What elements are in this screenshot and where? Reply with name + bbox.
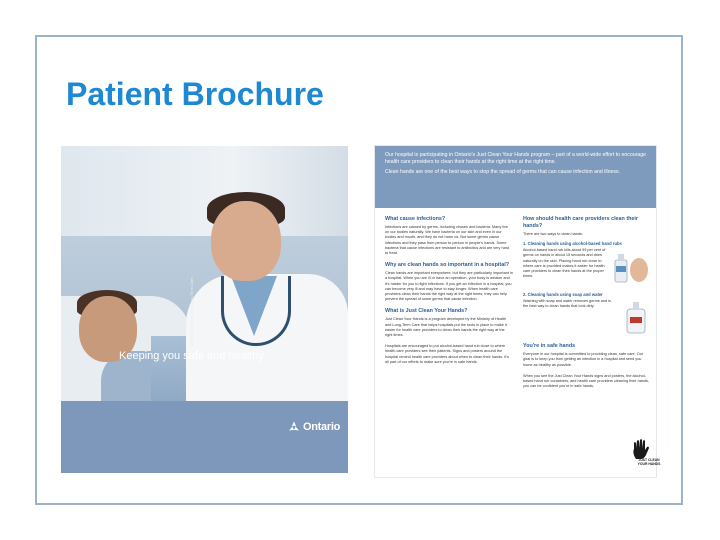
step-title: 1. Cleaning hands using alcohol-based hand rubs bbox=[523, 241, 622, 247]
trillium-icon bbox=[287, 420, 301, 434]
photo-wall bbox=[61, 146, 348, 236]
ontario-logo bbox=[287, 420, 340, 434]
section-body: Everyone in our hospital is committed to providing clean, safe care. Our goal is to keep you from getting an infection in a hospital and send you home as healthy as possible. bbox=[523, 352, 644, 367]
right-column bbox=[523, 216, 651, 395]
intro-band bbox=[375, 146, 656, 208]
section-heading: Why are clean hands so important in a hospital? bbox=[385, 262, 510, 269]
section-body: Infections are caused by germs, including viruses and bacteria. Many live on our bodies naturally. We have bacteria on our skin and even in our bodies and mouth, and they do not harm us. But some germs cause infections and they pass from person to person in people's hands. Some bacteria that cause infections are resistant to antibiotics and are very hard to treat. bbox=[385, 225, 510, 256]
section-heading: How should health care providers clean their hands? bbox=[523, 216, 639, 229]
cover-tagline: Keeping you safe and healthy bbox=[119, 350, 264, 362]
slide-title: Patient Brochure bbox=[66, 76, 324, 112]
stethoscope bbox=[221, 276, 291, 346]
soap-dispenser-icon bbox=[621, 299, 651, 337]
doctor-head bbox=[211, 201, 281, 281]
section-body: When you see the Just Clean Your Hands signs and posters, the alcohol-based hand rub containers, and health care providers cleaning their hands, you can be confident you're in safe hands. bbox=[523, 373, 650, 389]
step-row bbox=[523, 299, 651, 337]
section-body: Clean hands are important everywhere, but they are particularly important in a hospital. When you are ill or have an operation, your body is weaker and it's harder for you to fight infections. If you get an infection in a hospital, you can become very ill and may have to stay longer. When health care providers clean their hands the right way at the right times, they can help prevent the spread of some germs that cause infection. bbox=[385, 271, 513, 302]
just-clean-your-hands-logo: JUST CLEAN YOUR HANDS bbox=[637, 458, 661, 466]
intro-paragraph-2: Clean hands are one of the best ways to stop the spread of germs that can cause infection and illness. bbox=[385, 169, 621, 175]
section-body: Just Clean Your Hands is a program developed by the Ministry of Health and Long-Term Care that helps hospitals put the tools in place to make it easier for health care providers to clean their hands the right way at the right times. bbox=[385, 317, 507, 338]
step-row bbox=[523, 248, 651, 288]
brochure-cover bbox=[61, 146, 348, 473]
ontario-wordmark: Ontario bbox=[303, 421, 341, 433]
intro-paragraph-1: Our hospital is participating in Ontario's Just Clean Your Hands program – part of a world-wide effort to encourage health care providers to clean their hands at the right time at the right time. bbox=[385, 152, 646, 165]
section-body: Hospitals are encouraged to put alcohol-based hand rub close to where health care providers see their patients. Signs and posters around the hospital remind health care providers about when to clean their hands. It's all part of our efforts to make sure you're in safe hands. bbox=[385, 344, 509, 364]
section-intro: There are two ways to clean hands: bbox=[523, 232, 583, 236]
step-body: Washing with soap and water removes germs and is the best way to clean hands that look dirty. bbox=[523, 299, 611, 309]
section-heading: What cause infections? bbox=[385, 216, 446, 222]
step-body: Alcohol-based hand rub kills about 99 per cent of germs on hands in about 15 seconds and dries naturally on the skin. Placing hand rub close to where care is provided makes it easier for health care providers to clean their hands at the proper times. bbox=[523, 248, 606, 279]
section-heading: You're in safe hands bbox=[523, 343, 576, 350]
cover-photo bbox=[61, 146, 348, 401]
sanitizer-bottle-icon bbox=[611, 248, 651, 288]
cover-vertical-text: Ministry of Health and Long-Term Care bbox=[189, 277, 194, 346]
section-heading: What is Just Clean Your Hands? bbox=[385, 308, 468, 315]
step-title: 2. Cleaning hands using soap and water bbox=[523, 292, 603, 298]
left-column bbox=[385, 216, 513, 371]
brochure-inside bbox=[375, 146, 661, 477]
cover-bar bbox=[61, 401, 348, 473]
